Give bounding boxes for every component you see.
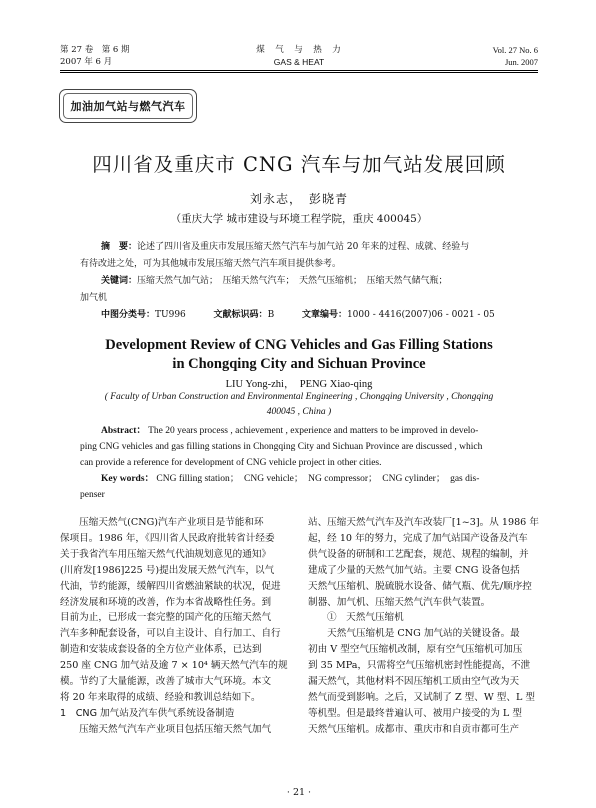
keywords-cn-text-2: 加气机 xyxy=(80,293,108,303)
body-line: 到 35 MPa，只需将空气压缩机密封性能提高，不泄 xyxy=(308,660,531,672)
abstract-cn-text-2: 有待改进之处，可为其他城市发展压缩天然气汽车项目提供参考。 xyxy=(80,259,342,269)
keywords-cn-text-1: 压缩天然气加气站； 压缩天然气汽车； 天然气压缩机； 压缩天然气储气瓶； xyxy=(137,276,448,286)
keywords-en-text-2: penser xyxy=(80,490,105,500)
affiliation-en-2: 400045 , China ) xyxy=(266,407,332,417)
authors-cn: 刘永志， 彭晓青 xyxy=(249,192,348,206)
keywords-en-text-1: CNG filling station； CNG vehicle； NG compressor； CNG cylinder； gas dis- xyxy=(156,474,480,484)
abstract-en-line1 xyxy=(101,423,541,439)
header-journal-cn: 煤 气 与 热 力 xyxy=(256,45,342,55)
classification-line xyxy=(101,307,495,324)
header-date-cn: 2007 年 6 月 xyxy=(60,57,113,67)
header-rule-bottom xyxy=(60,72,538,73)
clc-value: TU996 xyxy=(155,310,186,320)
body-line: 建成了少量的天然气加气站。主要 CNG 设备包括 xyxy=(308,564,520,576)
article-number-label: 文章编号： xyxy=(301,310,347,320)
affiliation-en-1: ( Faculty of Urban Construction and Environmental Engineering , Chongqing University , Chongqing xyxy=(104,392,494,402)
clc-label: 中图分类号： xyxy=(101,310,156,320)
keywords-cn-line1 xyxy=(101,273,541,290)
abstract-cn-line1 xyxy=(101,239,541,256)
subsection-heading-compressor: ① 天然气压缩机 xyxy=(327,612,404,624)
page-number: · 21 · xyxy=(286,787,312,798)
header-date-en: Jun. 2007 xyxy=(504,57,538,67)
body-line: 漏天然气，其他材料不因压缩机工质由空气改为天 xyxy=(308,676,520,688)
article-title-en-2: in Chongqing City and Sichuan Province xyxy=(172,356,426,372)
body-line: 起，经 10 年的努力，完成了加气站国产设备及汽车 xyxy=(308,532,528,544)
body-line: 汽车多种配套设备，可以自主设计、自行加工、自行 xyxy=(60,628,281,640)
body-line: 关于我省汽车用压缩天然气代油规划意见的通知》 xyxy=(60,548,272,560)
abstract-en-label: Abstract： xyxy=(101,426,146,436)
body-line: 天然气压缩机是 CNG 加气站的关键设备。最 xyxy=(308,628,520,640)
header-volume-issue: 第 27 卷 第 6 期 xyxy=(60,45,130,55)
body-line: 制器、加气机、压缩天然气汽车供气装置。 xyxy=(308,596,491,608)
body-line: 经济发展和环境的改善，作为本省战略性任务。到 xyxy=(60,596,272,608)
keywords-en-line1 xyxy=(101,471,541,487)
section-heading-1: 1 CNG 加气站及汽车供气系统设备制造 xyxy=(60,707,235,719)
body-right-column xyxy=(308,515,540,738)
body-line: (川府发[1986]225 号)提出发展天然气汽车，以气 xyxy=(60,564,275,576)
column-badge xyxy=(59,89,197,123)
body-line: 压缩天然气(CNG)汽车产业项目是节能和环 xyxy=(60,517,264,528)
header-rule-top xyxy=(60,70,538,71)
abstract-en-text-2: ping CNG vehicles and gas filling stations in Chongqing City and Sichuan Province are discussed , which xyxy=(80,442,483,452)
body-line: 制造和安装成套设备的全方位产业体系，已达到 xyxy=(60,644,262,656)
body-line: 250 座 CNG 加气站及逾 7 × 10⁴ 辆天然气汽车的规 xyxy=(60,660,288,672)
affiliation-cn: （重庆大学 城市建设与环境工程学院，重庆 400045） xyxy=(170,213,428,225)
abstract-cn-label: 摘 要： xyxy=(101,242,138,252)
body-line: 供气设备的研制和工艺配套，规范、规程的编制，并 xyxy=(308,548,529,560)
article-number-value: 1000 - 4416(2007)06 - 0021 - 05 xyxy=(346,310,495,320)
body-line: 然气而受到影响。之后，又试制了 Z 型、W 型、L 型 xyxy=(308,691,535,703)
body-line: 模。节约了大量能源，改善了城市大气环境。本文 xyxy=(60,676,272,688)
abstract-en-text-1: The 20 years process , achievement , experience and matters to be improved in develo- xyxy=(148,426,479,436)
body-line: 将 20 年来取得的成绩、经验和教训总结如下。 xyxy=(60,691,261,703)
abstract-en-text-3: can provide a reference for development of CNG vehicle project in other cities. xyxy=(80,458,382,468)
body-line: 代油，节约能源，缓解四川省燃油紧缺的状况，促进 xyxy=(60,580,281,592)
body-left-column xyxy=(60,515,291,738)
authors-en: LIU Yong-zhi， PENG Xiao-qing xyxy=(225,379,373,390)
body-line: 站、压缩天然气汽车及汽车改装厂[1~3]。从 1986 年 xyxy=(308,517,539,528)
doc-code-label: 文献标识码： xyxy=(213,310,268,320)
body-line: 目前为止，已形成一套完整的国产化的压缩天然气 xyxy=(60,612,272,624)
body-line: 保项目。1986 年，《四川省人民政府批转省计经委 xyxy=(60,532,275,544)
keywords-cn-label: 关键词： xyxy=(101,276,138,286)
column-badge-label: 加油加气站与燃气汽车 xyxy=(63,93,193,119)
body-line: 压缩天然气汽车产业项目包括压缩天然气加气 xyxy=(60,723,272,735)
body-line: 天然气压缩机、脱硫脱水设备、储气瓶、优先/顺序控 xyxy=(308,580,532,592)
article-title-cn: 四川省及重庆市 CNG 汽车与加气站发展回顾 xyxy=(92,153,506,176)
body-line: 天然气压缩机。成都市、重庆市和自贡市都可生产 xyxy=(308,723,520,735)
header-journal-en: GAS & HEAT xyxy=(273,57,325,67)
doc-code-value: B xyxy=(267,310,275,320)
body-line: 等机型。但是最终普遍认可、被用户接受的为 L 型 xyxy=(308,707,522,719)
header-vol-en: Vol. 27 No. 6 xyxy=(492,45,538,55)
body-line: 初由 V 型空气压缩机改制，原有空气压缩机可加压 xyxy=(308,644,523,656)
keywords-en-label: Key words： xyxy=(101,474,155,484)
abstract-cn-text-1: 论述了四川省及重庆市发展压缩天然气汽车与加气站 20 年来的过程、成就、经验与 xyxy=(137,242,470,252)
article-title-en-1: Development Review of CNG Vehicles and Gas Filling Stations xyxy=(105,337,493,353)
